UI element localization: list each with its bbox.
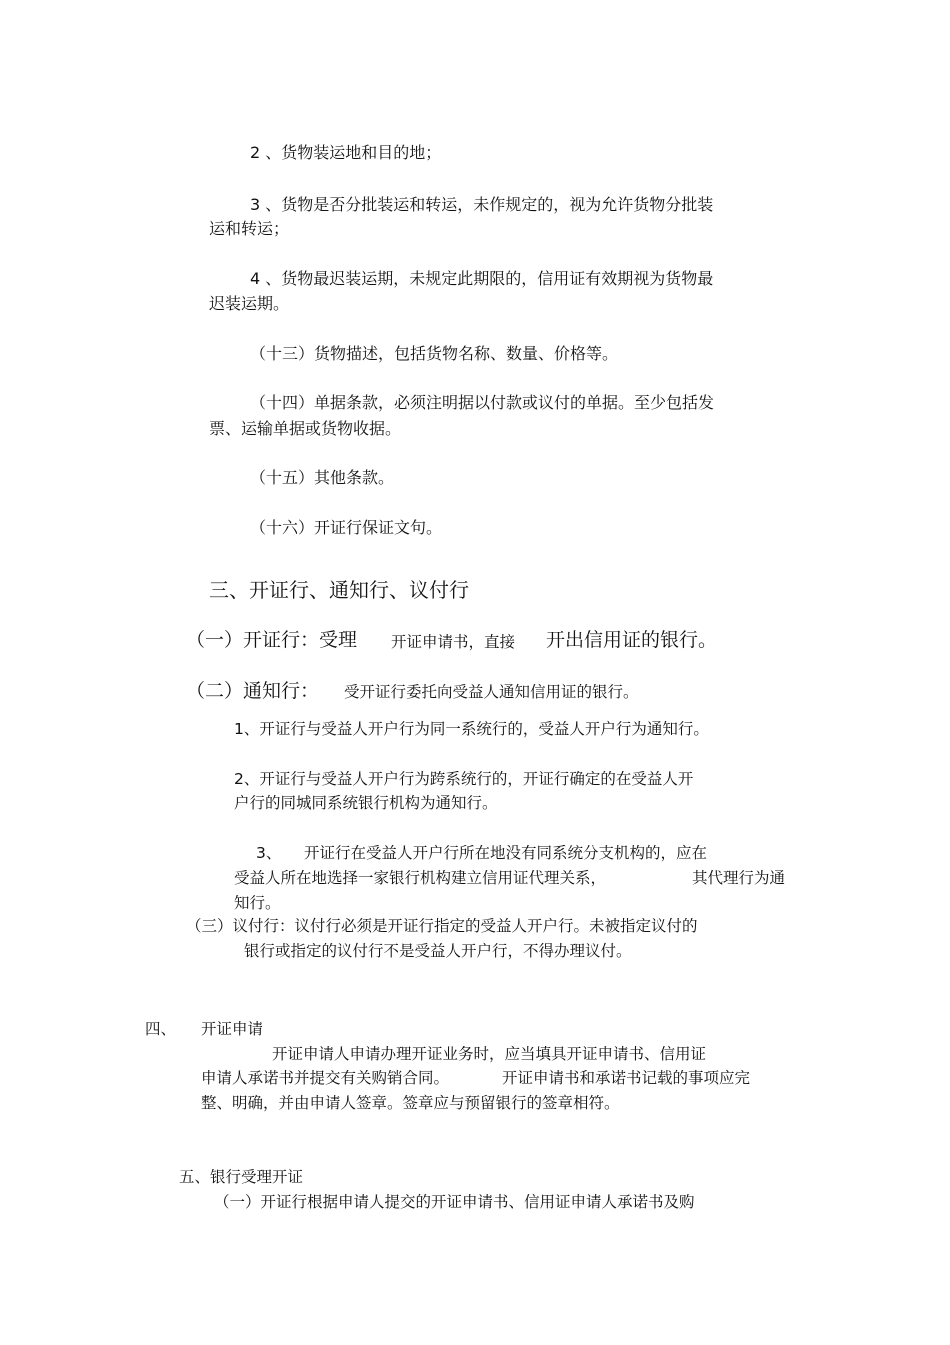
paragraph-other-terms: （十五）其他条款。 [250,468,395,487]
paragraph-latest-shipment-line2: 迟装运期。 [209,294,290,313]
advising-rule-3-line1: 开证行在受益人开户行所在地没有同系统分支机构的，应在 [304,844,708,862]
advising-rule-3-line3: 知行。 [234,894,281,912]
section-five-title: 五、银行受理开证 [179,1168,304,1186]
advising-rule-3-line2b: 其代理行为通 [692,869,786,887]
advising-rule-1: 1、开证行与受益人开户行为同一系统行的，受益人开户行为通知行。 [234,720,709,738]
application-line3: 整、明确，并由申请人签章。签章应与预留银行的签章相符。 [201,1094,620,1112]
negotiating-bank-line1: （三）议付行：议付行必须是开证行指定的受益人开户行。未被指定议付的 [186,917,698,935]
application-line2a: 申请人承诺书并提交有关购销合同。 [201,1069,450,1087]
issuing-bank-label: （一）开证行：受理 [186,629,358,651]
advising-rule-2-line1: 2、开证行与受益人开户行为跨系统行的，开证行确定的在受益人开 [234,770,694,788]
paragraph-document-terms-line2: 票、运输单据或货物收据。 [209,419,402,438]
issuing-bank-end: 开出信用证的银行。 [546,629,718,651]
paragraph-goods-description: （十三）货物描述，包括货物名称、数量、价格等。 [250,344,619,363]
section-four-title: 开证申请 [201,1020,264,1038]
paragraph-loading-port: 2 、货物装运地和目的地； [250,143,442,162]
advising-rule-2-line2: 户行的同城同系统银行机构为通知行。 [234,794,498,812]
paragraph-partial-shipment-line1: 3 、货物是否分批装运和转运，未作规定的，视为允许货物分批装 [250,195,714,214]
paragraph-guarantee: （十六）开证行保证文句。 [250,518,443,537]
application-line2b: 开证申请书和承诺书记载的事项应完 [502,1069,751,1087]
advising-rule-3-line2a: 受益人所在地选择一家银行机构建立信用证代理关系， [234,869,607,887]
paragraph-partial-shipment-line2: 运和转运； [209,219,290,238]
negotiating-bank-line2: 银行或指定的议付行不是受益人开户行，不得办理议付。 [244,942,632,960]
section-three-title: 三、开证行、通知行、议付行 [209,578,469,602]
advising-rule-3-number: 3、 [256,844,282,862]
advising-bank-definition: 受开证行委托向受益人通知信用证的银行。 [344,683,639,701]
issuing-bank-mid: 开证申请书，直接 [391,633,516,651]
advising-bank-label: （二）通知行： [186,680,320,702]
paragraph-latest-shipment-line1: 4 、货物最迟装运期，未规定此期限的，信用证有效期视为货物最 [250,269,714,288]
application-line1: 开证申请人申请办理开证业务时，应当填具开证申请书、信用证 [272,1045,707,1063]
section-four-number: 四、 [145,1020,177,1038]
section-five-line1: （一）开证行根据申请人提交的开证申请书、信用证申请人承诺书及购 [214,1193,695,1211]
paragraph-document-terms-line1: （十四）单据条款，必须注明据以付款或议付的单据。至少包括发 [250,393,715,412]
